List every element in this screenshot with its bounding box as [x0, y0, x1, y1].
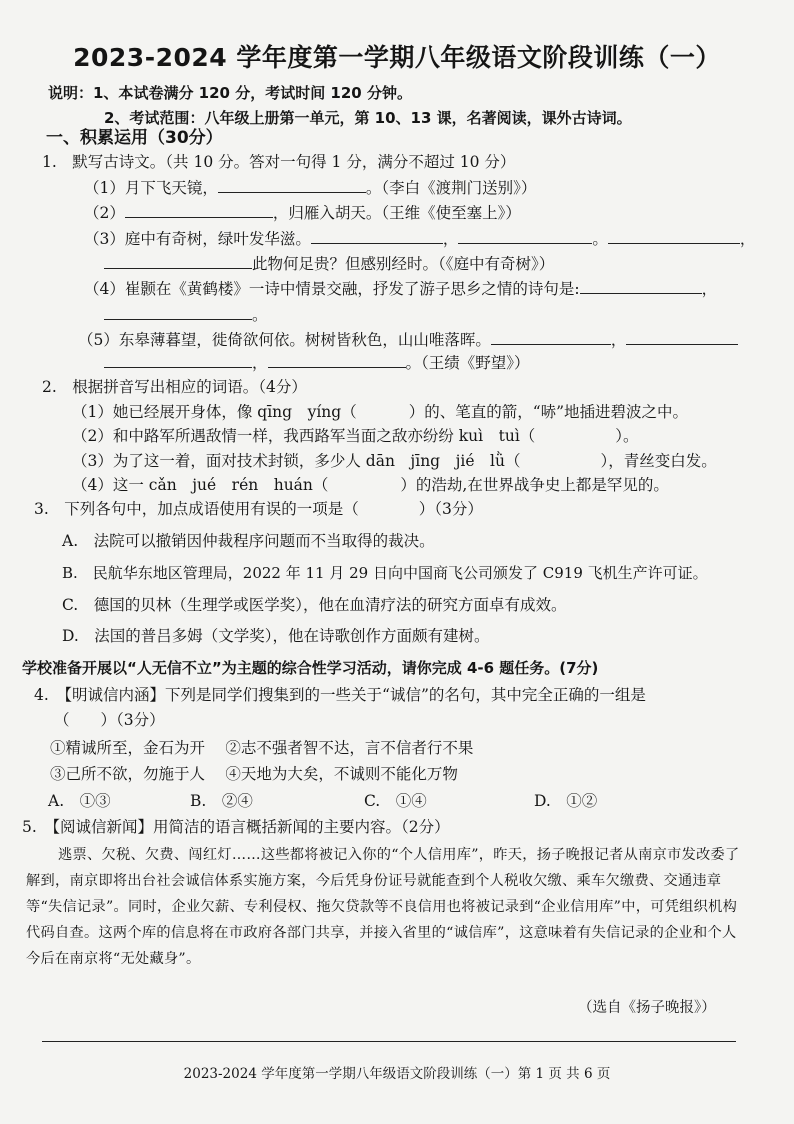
q4-items-1: ①精诚所至，金石为开 ②志不强者智不达，言不信者行不果	[50, 739, 474, 757]
q4-option-b: B. ②④	[190, 792, 253, 810]
answer-blank[interactable]	[125, 203, 273, 218]
answer-blank[interactable]	[104, 353, 252, 368]
answer-blank[interactable]	[104, 305, 252, 320]
q3-option-c: C. 德国的贝林（生理学或医学奖），他在血清疗法的研究方面卓有成效。	[62, 596, 567, 614]
section-heading: 一、积累运用（30分）	[46, 128, 223, 148]
q1-item-3-cont: 此物何足贵？但感别经时。（《庭中有奇树》）	[104, 253, 554, 275]
answer-blank[interactable]	[608, 229, 740, 244]
q2-item-2: （2）和中路军所遇敌情一样，我西路军当面之敌亦纷纷 kuì tuì（ ）。	[72, 427, 639, 445]
q1-item-1: （1）月下飞天镜， 。（李白《渡荆门送别》）	[84, 179, 537, 197]
q1-item-2: （2） ，归雁入胡天。（王维《使至塞上》）	[84, 204, 521, 222]
q4-stem-cont: （ ）（3分）	[54, 711, 165, 729]
answer-blank[interactable]	[626, 330, 738, 345]
q1-item-4-cont: 。	[104, 304, 268, 326]
answer-blank[interactable]	[104, 254, 252, 269]
answer-blank[interactable]	[458, 229, 592, 244]
exam-title: 2023-2024 学年度第一学期八年级语文阶段训练（一）	[73, 43, 721, 72]
news-paragraph: 逃票、欠税、欠费、闯红灯……这些都将被记入你的“个人信用库”，昨天，扬子晚报记者从南京市发改委了解到，南京即将出台社会诚信体系实施方案，今后凭身份证号就能查到个人税收欠缴、乘车欠缴费、交通违章等“失信记录”。同时，企业欠薪、专利侵权、拖欠贷款等不良信用也将被记录到“企业信用库”中，可凭组织机构代码自查。这两个库的信息将在市政府各部门共享，并接入省里的“诚信库”，这意味着有失信记录的企业和个人今后在南京将“无处藏身”。	[26, 847, 740, 967]
q1-item-5-cont: ， 。（王绩《野望》）	[104, 352, 530, 374]
q2-item-3: （3）为了这一着，面对技术封锁，多少人 dān jīng jié lǜ（ ），青丝变白发。	[72, 452, 717, 470]
q3-option-d: D. 法国的普吕多姆（文学奖），他在诗歌创作方面颇有建树。	[62, 627, 490, 645]
q4-items-2: ③己所不欲，勿施于人 ④天地为大矣，不诚则不能化万物	[50, 765, 458, 783]
note-line-1: 说明：1、本试卷满分 120 分，考试时间 120 分钟。	[48, 84, 412, 102]
q2-stem: 2. 根据拼音写出相应的词语。（4分）	[42, 378, 307, 396]
news-passage	[26, 842, 746, 972]
footer-divider	[42, 1041, 736, 1042]
q3-stem: 3. 下列各句中，加点成语使用有误的一项是（ ）（3分）	[34, 500, 483, 518]
q4-stem: 4. 【明诚信内涵】下列是同学们搜集到的一些关于“诚信”的名句，其中完全正确的一组是	[34, 686, 646, 704]
news-source: （选自《扬子晚报》）	[578, 1000, 716, 1016]
q4-option-c: C. ①④	[364, 792, 427, 810]
answer-blank[interactable]	[491, 330, 611, 345]
answer-blank[interactable]	[268, 353, 406, 368]
q3-option-a: A. 法院可以撤销因仲裁程序问题而不当取得的裁决。	[62, 532, 435, 550]
answer-blank[interactable]	[311, 229, 443, 244]
q2-item-1: （1）她已经展开身体，像 qīng yíng（ ）的、笔直的箭，“哧”地插进碧波之中。	[72, 403, 689, 421]
activity-intro: 学校准备开展以“人无信不立”为主题的综合性学习活动，请你完成 4-6 题任务。(7分)	[22, 659, 599, 677]
page-footer: 2023-2024 学年度第一学期八年级语文阶段训练（一）第 1 页 共 6 页	[183, 1066, 611, 1082]
note-line-2: 2、考试范围：八年级上册第一单元，第 10、13 课，名著阅读，课外古诗词。	[104, 109, 632, 127]
q2-item-4: （4）这一 cǎn jué rén huán（ ）的浩劫,在世界战争史上都是罕见的。	[72, 476, 669, 494]
answer-blank[interactable]	[580, 279, 702, 294]
q1-item-5: （5）东皋薄暮望，徙倚欲何依。树树皆秋色，山山唯落晖。 ，	[78, 329, 738, 351]
q3-option-b: B. 民航华东地区管理局，2022 年 11 月 29 日向中国商飞公司颁发了 C919 飞机生产许可证。	[62, 564, 708, 582]
q4-option-d: D. ①②	[534, 792, 598, 810]
q5-stem: 5. 【阅诚信新闻】用简洁的语言概括新闻的主要内容。（2分）	[22, 818, 450, 836]
q4-option-a: A. ①③	[48, 792, 111, 810]
q1-item-3: （3）庭中有奇树，绿叶发华滋。 ， 。 ，	[84, 230, 756, 248]
answer-blank[interactable]	[218, 178, 366, 193]
q1-stem: 1. 默写古诗文。（共 10 分。答对一句得 1 分，满分不超过 10 分）	[42, 153, 516, 171]
q1-item-4: （4）崔颢在《黄鹤楼》一诗中情景交融，抒发了游子思乡之情的诗句是: ，	[84, 280, 718, 298]
